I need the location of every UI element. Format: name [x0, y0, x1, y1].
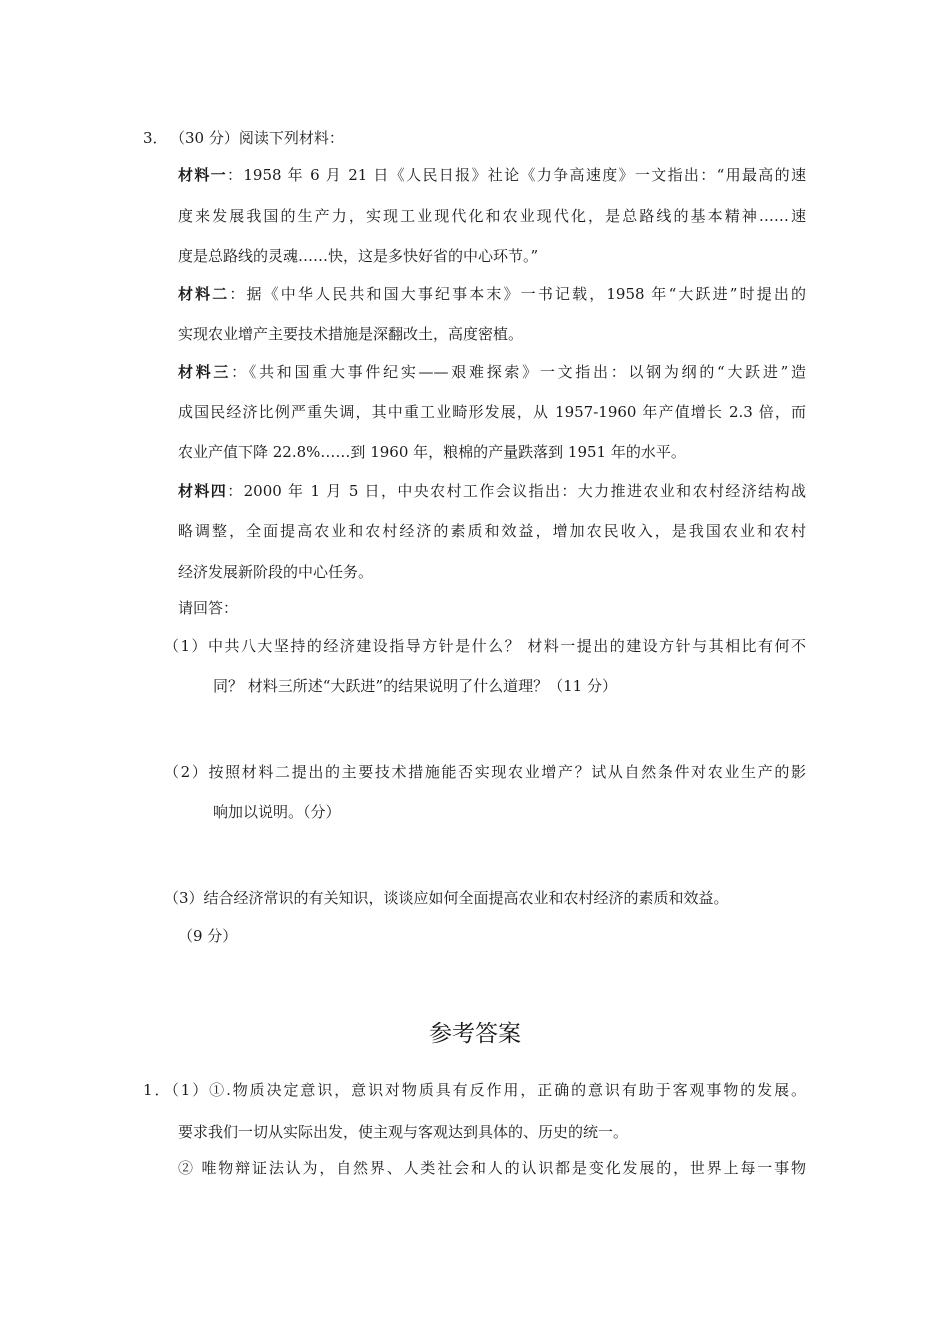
sub-question-3-line-2: （9 分）	[178, 927, 238, 945]
answer-1-line-1: 1．（1）①.物质决定意识，意识对物质具有反作用，正确的意识有助于客观事物的发展。	[143, 1081, 806, 1099]
material-4-line-3: 经济发展新阶段的中心任务。	[178, 563, 374, 581]
answer-1-line-3: ② 唯物辩证法认为，自然界、人类社会和人的认识都是变化发展的，世界上每一事物	[178, 1159, 806, 1177]
material-3-line-3: 农业产值下降 22.8%……到 1960 年，粮棉的产量跌落到 1951 年的水平。	[178, 443, 686, 461]
material-4-label: 材料四	[178, 482, 228, 500]
material-2-label: 材料二	[178, 285, 230, 303]
material-1-line-1	[178, 165, 806, 185]
material-2-line-2: 实现农业增产主要技术措施是深翻改土，高度密植。	[178, 325, 524, 343]
material-3-line-1	[178, 362, 806, 382]
answers-title: 参考答案	[429, 1021, 521, 1047]
sub-question-1-line-2: 同？ 材料三所述“大跃进”的结果说明了什么道理？（11 分）	[213, 677, 617, 695]
material-3-line-2: 成国民经济比例严重失调，其中重工业畸形发展，从 1957-1960 年产值增长 2.3 倍，而	[178, 403, 806, 421]
sub-question-2-line-2: 响加以说明。（分）	[213, 803, 341, 821]
sub-question-1-line-1: （1）中共八大坚持的经济建设指导方针是什么？ 材料一提出的建设方针与其相比有何不	[164, 637, 806, 655]
material-1-line-3: 度是总路线的灵魂……快，这是多快好省的中心环节。”	[178, 247, 539, 265]
material-1-text: ：1958 年 6 月 21 日《人民日报》社论《力争高速度》一文指出：“用最高的速	[227, 166, 806, 184]
material-4-text: ：2000 年 1 月 5 日，中央农村工作会议指出：大力推进农业和农村经济结构战	[227, 482, 806, 500]
material-4-line-1	[178, 481, 806, 501]
question-intro: （30 分）阅读下列材料：	[170, 129, 344, 147]
material-2-line-1	[178, 284, 806, 304]
material-3-label: 材料三	[178, 363, 232, 381]
material-2-text: ：据《中华人民共和国大事纪事本末》一书记载，1958 年“大跃进”时提出的	[229, 285, 806, 303]
sub-question-2-line-1: （2）按照材料二提出的主要技术措施能否实现农业增产？试从自然条件对农业生产的影	[164, 763, 806, 781]
question-number: 3．	[143, 129, 168, 147]
material-1-line-2: 度来发展我国的生产力，实现工业现代化和农业现代化，是总路线的基本精神……速	[178, 207, 806, 225]
answer-1-line-2: 要求我们一切从实际出发，使主观与客观达到具体的、历史的统一。	[178, 1123, 629, 1141]
material-1-label: 材料一	[178, 166, 228, 184]
sub-question-3-line-1: （3）结合经济常识的有关知识，谈谈应如何全面提高农业和农村经济的素质和效益。	[164, 889, 729, 907]
material-4-line-2: 略调整，全面提高农业和农村经济的素质和效益，增加农民收入，是我国农业和农村	[178, 522, 806, 540]
answer-prompt: 请回答：	[178, 599, 239, 617]
material-3-text: ：《共和国重大事件纪实——艰难探索》一文指出：以钢为纲的“大跃进”造	[231, 363, 806, 381]
